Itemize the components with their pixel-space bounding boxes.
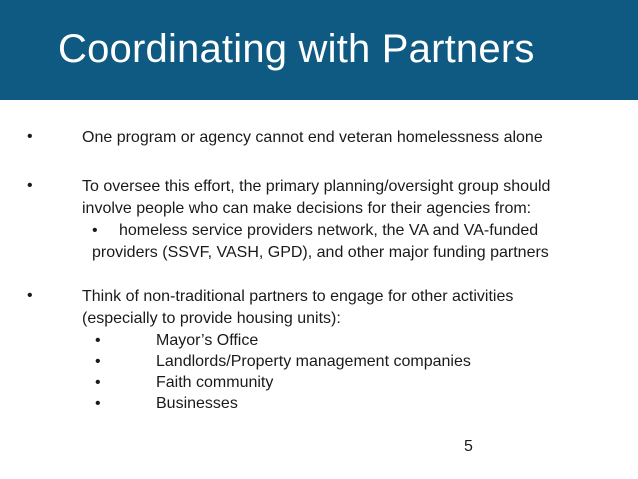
slide-title: Coordinating with Partners <box>58 27 535 71</box>
bullet-marker: • <box>27 177 33 194</box>
sub-bullet-marker: • <box>92 222 98 239</box>
bullet-2-line-1: To oversee this effort, the primary planning/oversight group should <box>82 178 551 195</box>
page-number: 5 <box>464 438 473 455</box>
bullet-3-line-2: (especially to provide housing units): <box>82 310 341 327</box>
sub-bullet-marker: • <box>95 332 101 349</box>
sub-item-mayors-office: Mayor’s Office <box>156 332 259 349</box>
sub-bullet-marker: • <box>95 353 101 370</box>
sub-item-faith-community: Faith community <box>156 374 274 391</box>
bullet-marker: • <box>27 128 33 145</box>
title-bar <box>0 0 638 100</box>
bullet-2-line-2: involve people who can make decisions for their agencies from: <box>82 200 532 217</box>
sub-bullet-marker: • <box>95 374 101 391</box>
sub-item-businesses: Businesses <box>156 395 238 412</box>
bullet-3-line-1: Think of non-traditional partners to engage for other activities <box>82 288 514 305</box>
bullet-2-sub-text: homeless service providers network, the VA and VA-funded <box>119 222 539 239</box>
bullet-marker: • <box>27 287 33 304</box>
sub-bullet-marker: • <box>95 395 101 412</box>
bullet-1-text: One program or agency cannot end veteran homelessness alone <box>82 129 543 146</box>
bullet-2-sub-text-cont: providers (SSVF, VASH, GPD), and other major funding partners <box>92 244 549 261</box>
sub-item-landlords: Landlords/Property management companies <box>156 353 471 370</box>
